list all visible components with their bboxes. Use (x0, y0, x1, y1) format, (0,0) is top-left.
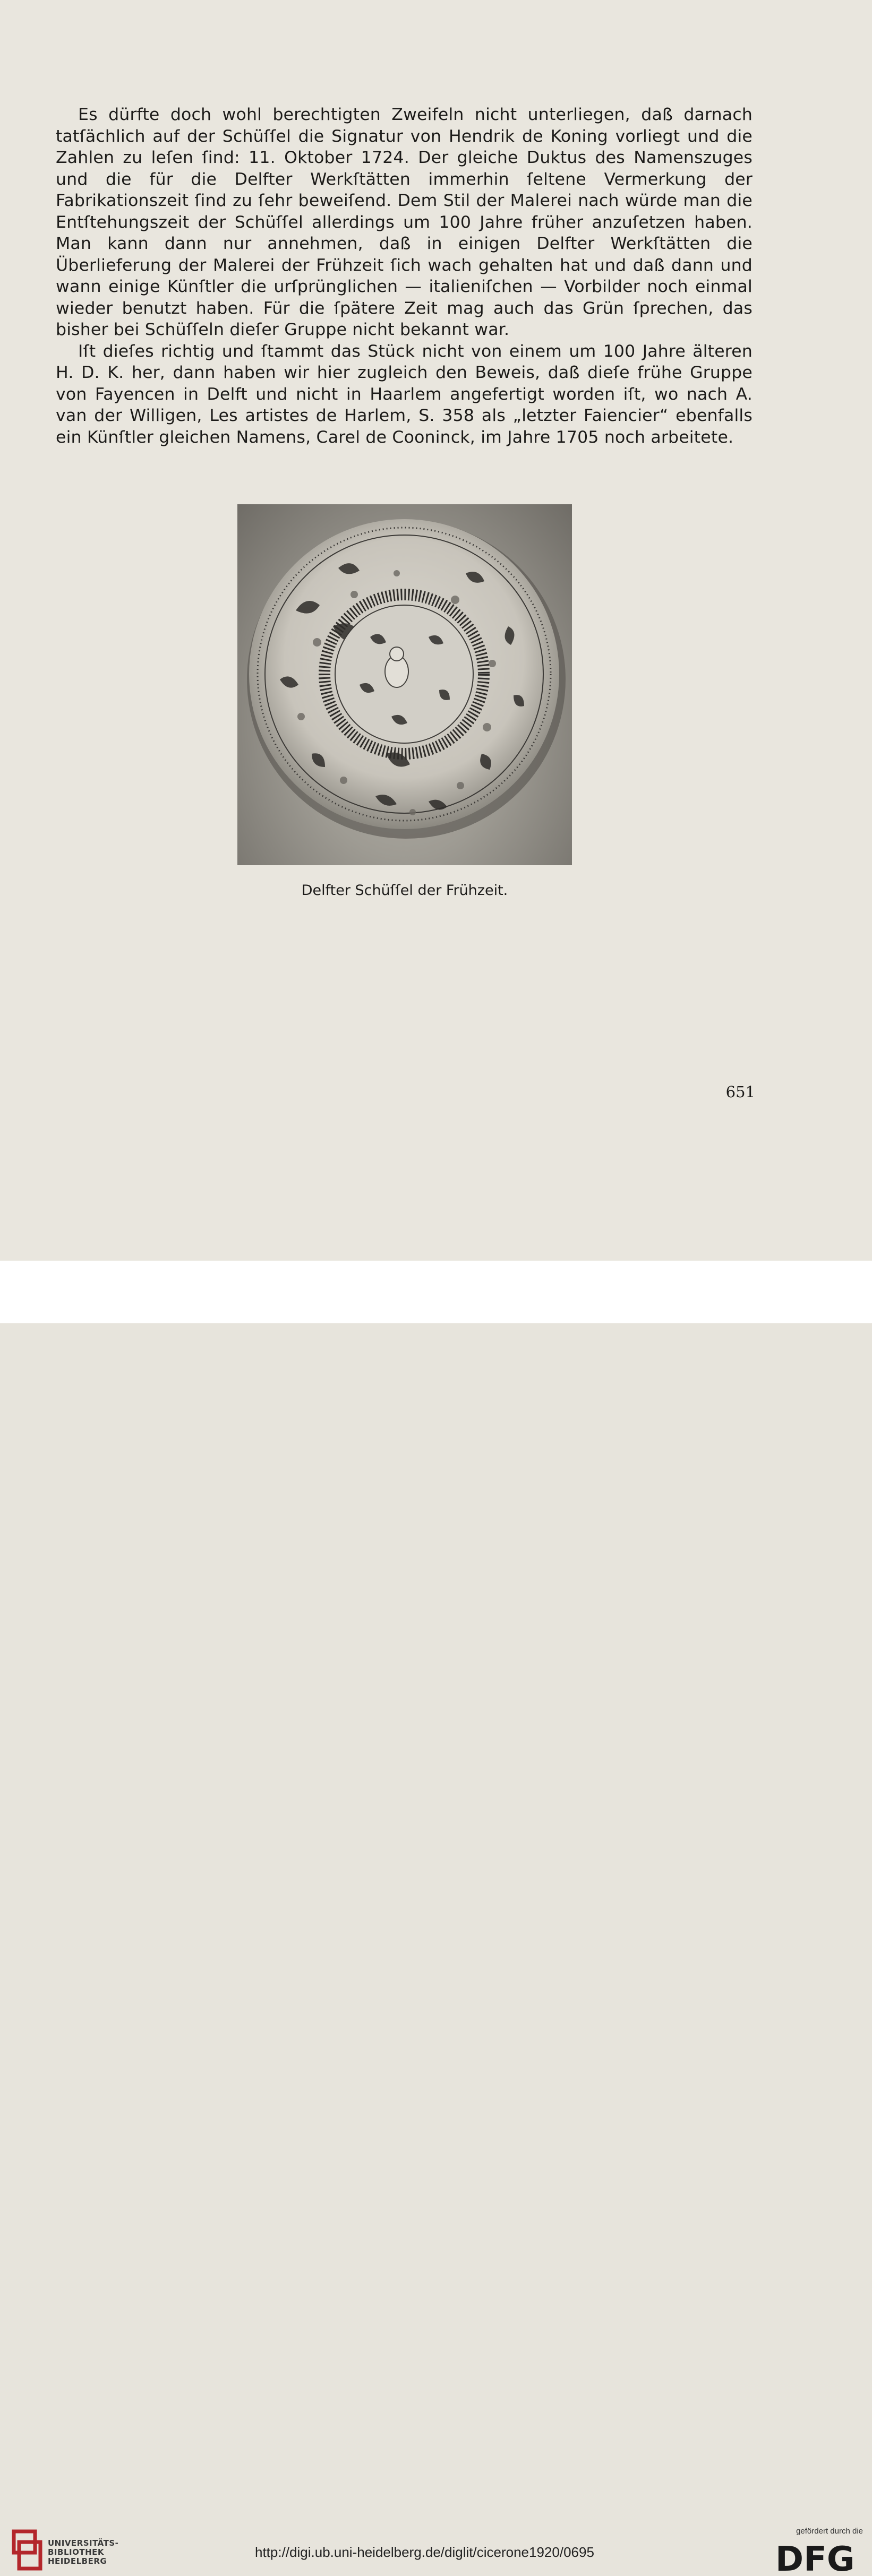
dish-photograph (237, 504, 572, 865)
svg-text:DFG: DFG (775, 2540, 855, 2576)
digitization-footer (0, 1261, 872, 2576)
source-url-link[interactable]: http://digi.ub.uni-heidelberg.de/diglit/cicerone1920/0695 (255, 2544, 594, 2560)
paragraph-1: Es dürfte doch wohl berechtigten Zweifeln nicht unterliegen, daß darnach tatſächlich auf der Schüſſel die Signatur von Hendrik de Koning vorliegt und die Zahlen zu leſen ſind: 11. Oktober 1724. Der gleiche Duktus des Namenszuges und die für die Delfter Werkſtätten immerhin ſeltene Vermerkung der Fabrikationszeit ſind zu ſehr beweiſend. Dem Stil der Malerei nach würde man die Entſtehungszeit der Schüſſel allerdings um 100 Jahre früher anzuſetzen haben. Man kann dann nur annehmen, daß in einigen Delfter Werkſtätten die Überlieferung der Malerei der Frühzeit ſich wach gehalten hat und daß dann und wann einige Künſtler die urſprünglichen — italieniſchen — Vorbilder noch einmal wieder benutzt haben. Für die ſpätere Zeit mag auch das Grün ſprechen, das bisher bei Schüſſeln dieſer Gruppe nicht bekannt war. (56, 105, 753, 339)
page-number: 651 (725, 1083, 755, 1101)
dfg-logo-icon (775, 2539, 866, 2576)
paragraph-2: Iſt dieſes richtig und ſtammt das Stück nicht von einem um 100 Jahre älteren H. D. K. her, dann haben wir hier zugleich den Beweis, daß dieſe frühe Gruppe von Fayencen in Delft und nicht in Haarlem angefertigt worden iſt, wo nach A. van der Willigen, Les artistes de Harlem, S. 358 als „letzter Faiencier“ ebenfalls ein Künſtler gleichen Namens, Carel de Cooninck, im Jahre 1705 noch arbeitete. (56, 341, 753, 447)
body-text (56, 104, 753, 448)
library-name: UNIVERSITÄTS- BIBLIOTHEK HEIDELBERG (48, 2538, 119, 2566)
university-library-logo-icon (12, 2528, 42, 2573)
dish-illustration (237, 504, 572, 865)
figure-caption: Delfter Schüſſel der Frühzeit. (301, 882, 508, 899)
scanned-page (0, 0, 872, 1261)
funding-note: gefördert durch die (796, 2527, 863, 2536)
